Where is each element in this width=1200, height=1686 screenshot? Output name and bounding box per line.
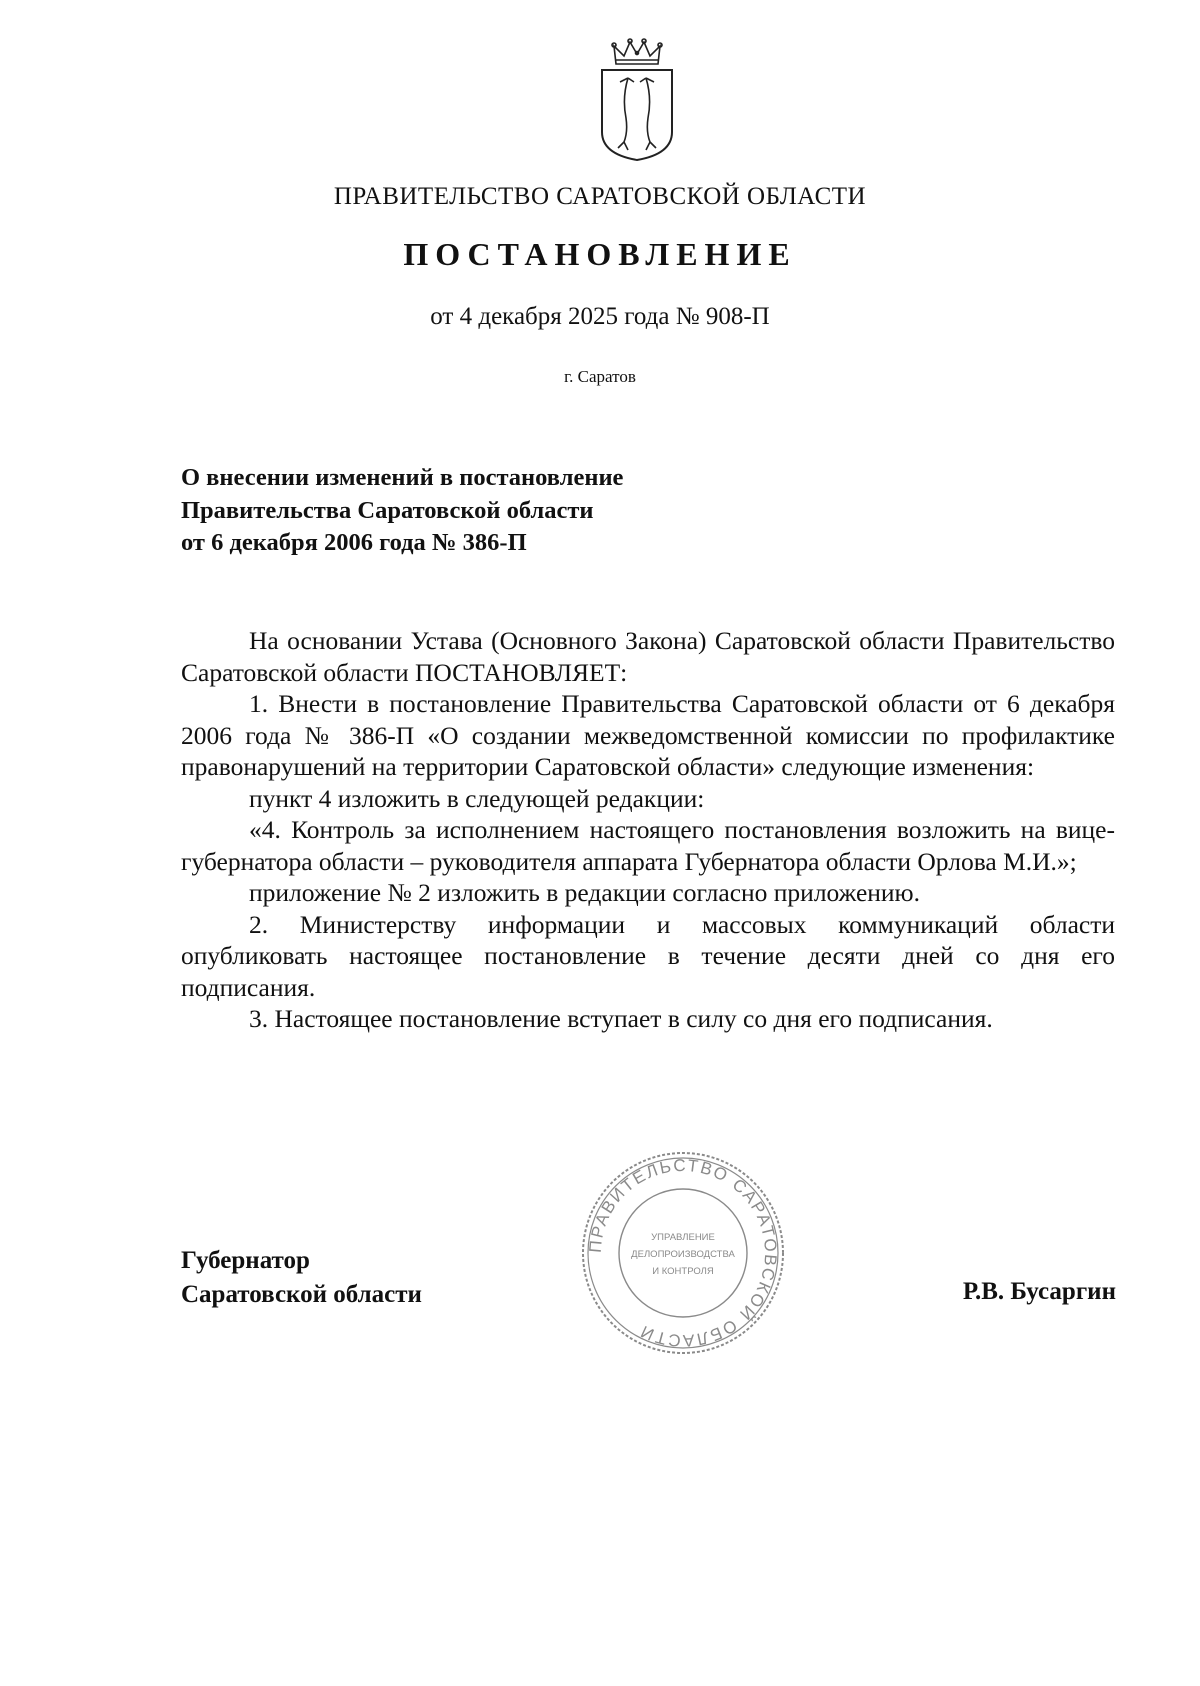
- body-paragraph: «4. Контроль за исполнением настоящего постановления возложить на вице-губернатора области – руководителя аппарата Губернатора области Орлова М.И.»;: [181, 815, 1115, 876]
- body-paragraph: На основании Устава (Основного Закона) Саратовской области Правительство Саратовской области ПОСТАНОВЛЯЕТ:: [181, 626, 1115, 687]
- subject-line: от 6 декабря 2006 года № 386-П: [181, 529, 527, 556]
- subject-line: Правительства Саратовской области: [181, 496, 594, 524]
- seal-inner-text: ДЕЛОПРОИЗВОДСТВА: [631, 1249, 735, 1260]
- signatory-name: Р.В. Бусаргин: [962, 1278, 1116, 1305]
- document-city: г. Саратов: [564, 367, 636, 386]
- saratov-coat-of-arms-icon: [598, 34, 676, 164]
- seal-outer-text: ПРАВИТЕЛЬСТВО САРАТОВСКОЙ ОБЛАСТИ: [585, 1155, 781, 1351]
- body-paragraph: 3. Настоящее постановление вступает в силу со дня его подписания.: [249, 1004, 993, 1033]
- subject-line: О внесении изменений в постановление: [181, 464, 624, 491]
- official-stamp-seal: [578, 1148, 788, 1358]
- signatory-position-line: Губернатор: [181, 1247, 310, 1274]
- seal-inner-text: И КОНТРОЛЯ: [652, 1266, 714, 1277]
- document-type-title: ПОСТАНОВЛЕНИЕ: [403, 236, 797, 272]
- issuing-authority: ПРАВИТЕЛЬСТВО САРАТОВСКОЙ ОБЛАСТИ: [333, 183, 867, 210]
- document-body: [181, 625, 1115, 1035]
- body-paragraph: 2. Министерству информации и массовых коммуникаций области опубликовать настоящее постановление в течение десяти дней со дня его подписания.: [181, 909, 1115, 1002]
- body-paragraph: 1. Внести в постановление Правительства Саратовской области от 6 декабря 2006 года № 386-П «О создании межведомственной комиссии по профилактике правонарушений на территории Саратовской области» следующие изменения:: [181, 689, 1115, 781]
- body-paragraph: пункт 4 изложить в следующей редакции:: [249, 783, 705, 813]
- document-date-number: от 4 декабря 2025 года № 908-П: [430, 303, 770, 330]
- body-paragraph: приложение № 2 изложить в редакции согласно приложению.: [249, 878, 920, 907]
- document-subject: [181, 462, 881, 560]
- signatory-position-line: Саратовской области: [181, 1281, 422, 1308]
- signatory-position: [181, 1244, 422, 1312]
- seal-inner-text: УПРАВЛЕНИЕ: [651, 1232, 715, 1243]
